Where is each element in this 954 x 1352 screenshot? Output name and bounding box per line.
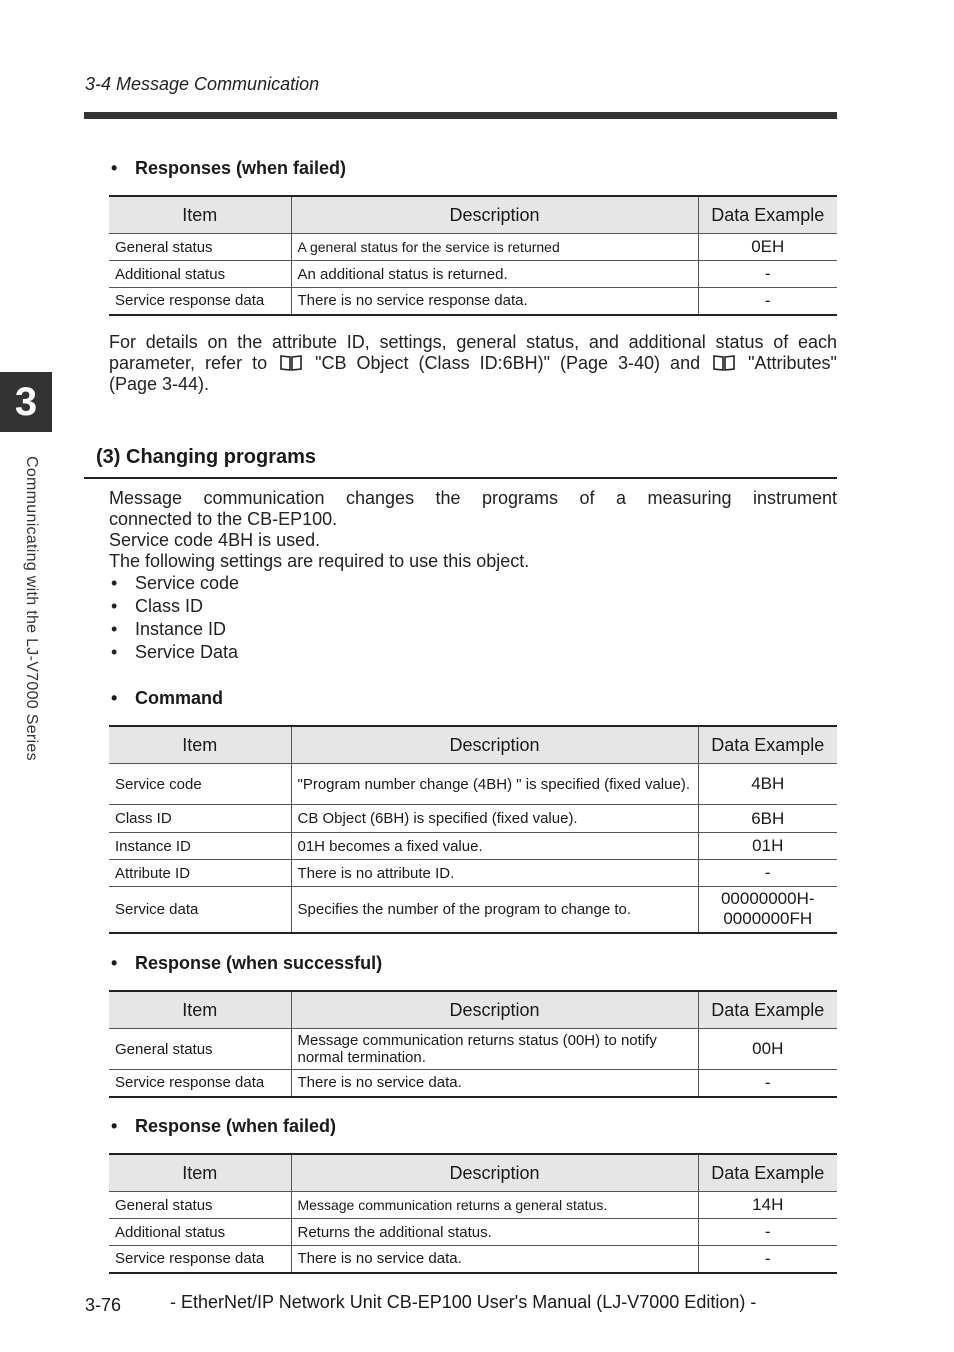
- column-header: Data Example: [698, 1154, 837, 1192]
- column-header: Item: [109, 991, 291, 1029]
- table-row: [109, 234, 837, 261]
- bullet-icon: •: [111, 596, 118, 616]
- response-success-heading: • Response (when successful): [111, 953, 383, 973]
- item-cell: General status: [109, 1029, 291, 1070]
- settings-list: [111, 572, 239, 664]
- description-cell: There is no attribute ID.: [291, 860, 698, 887]
- data-example-cell: -: [698, 1246, 837, 1273]
- reference-link-attributes[interactable]: "Attributes": [748, 353, 837, 373]
- column-header: Description: [291, 1154, 698, 1192]
- table-row: [109, 1029, 837, 1070]
- column-header: Item: [109, 1154, 291, 1192]
- table-row: [109, 805, 837, 833]
- item-cell: General status: [109, 234, 291, 261]
- data-example-cell: -: [698, 288, 837, 315]
- table-row: [109, 261, 837, 288]
- intro-line: The following settings are required to use this object.: [109, 551, 530, 571]
- description-cell: There is no service response data.: [291, 288, 698, 315]
- bullet-icon: •: [111, 573, 118, 593]
- column-header: Data Example: [698, 196, 837, 234]
- description-cell: Message communication returns status (00H) to notify normal termination.: [291, 1029, 698, 1070]
- note-line: (Page 3-44).: [109, 374, 210, 394]
- intro-line: connected to the CB-EP100.: [109, 509, 338, 529]
- item-cell: Service response data: [109, 288, 291, 315]
- description-cell: Message communication returns a general status.: [291, 1192, 698, 1219]
- table-row: [109, 860, 837, 887]
- bullet-icon: •: [111, 953, 118, 973]
- table-row: [109, 288, 837, 315]
- column-header: Item: [109, 196, 291, 234]
- column-header: Data Example: [698, 726, 837, 764]
- note-line: For details on the attribute ID, settings, general status, and additional status of each: [109, 332, 837, 352]
- chapter-tab: 3: [0, 372, 52, 432]
- description-cell: "Program number change (4BH) " is specified (fixed value).: [291, 764, 698, 805]
- table-row: [109, 1219, 837, 1246]
- item-cell: Class ID: [109, 805, 291, 833]
- responses-failed-table: [109, 195, 837, 316]
- manual-title: - EtherNet/IP Network Unit CB-EP100 User's Manual (LJ-V7000 Edition) -: [170, 1292, 757, 1312]
- column-header: Description: [291, 991, 698, 1029]
- intro-line: Service code 4BH is used.: [109, 530, 321, 550]
- manual-reference-icon: [280, 355, 302, 371]
- item-cell: Attribute ID: [109, 860, 291, 887]
- section-rule: [84, 477, 837, 479]
- data-example-cell: 4BH: [698, 764, 837, 805]
- data-example-cell: 6BH: [698, 805, 837, 833]
- bullet-icon: •: [111, 158, 118, 178]
- column-header: Description: [291, 726, 698, 764]
- manual-reference-icon: [713, 355, 735, 371]
- table-row: [109, 1246, 837, 1273]
- table-row: [109, 833, 837, 860]
- note-line: parameter, refer to "CB Object (Class ID:6BH)" (Page 3-40) and "Attributes": [109, 353, 837, 373]
- description-cell: There is no service data.: [291, 1246, 698, 1273]
- data-example-cell: 01H: [698, 833, 837, 860]
- response-failed-table: [109, 1153, 837, 1274]
- description-cell: Specifies the number of the program to change to.: [291, 887, 698, 933]
- item-cell: Service data: [109, 887, 291, 933]
- description-cell: Returns the additional status.: [291, 1219, 698, 1246]
- list-item: • Class ID: [111, 596, 204, 616]
- bullet-icon: •: [111, 1116, 118, 1136]
- item-cell: Service response data: [109, 1246, 291, 1273]
- bullet-icon: •: [111, 619, 118, 639]
- data-example-cell: 0EH: [698, 234, 837, 261]
- data-example-cell: 14H: [698, 1192, 837, 1219]
- item-cell: Additional status: [109, 1219, 291, 1246]
- item-cell: Instance ID: [109, 833, 291, 860]
- section-intro: [109, 488, 837, 572]
- data-example-cell: -: [698, 1070, 837, 1097]
- data-example-cell: -: [698, 261, 837, 288]
- description-cell: An additional status is returned.: [291, 261, 698, 288]
- table-row: [109, 887, 837, 933]
- column-header: Data Example: [698, 991, 837, 1029]
- description-cell: A general status for the service is returned: [291, 234, 698, 261]
- list-item: • Service code: [111, 573, 240, 593]
- list-item: • Service Data: [111, 642, 239, 662]
- data-example-cell: 00H: [698, 1029, 837, 1070]
- response-failed-heading: • Response (when failed): [111, 1116, 337, 1136]
- table-header-row: [109, 1154, 837, 1192]
- section-title: (3) Changing programs: [96, 446, 317, 468]
- table-header-row: [109, 991, 837, 1029]
- item-cell: Service code: [109, 764, 291, 805]
- description-cell: CB Object (6BH) is specified (fixed value).: [291, 805, 698, 833]
- data-example-cell: 00000000H-0000000FH: [698, 887, 837, 933]
- list-item: • Instance ID: [111, 619, 227, 639]
- response-success-table: [109, 990, 837, 1098]
- description-cell: 01H becomes a fixed value.: [291, 833, 698, 860]
- description-cell: There is no service data.: [291, 1070, 698, 1097]
- running-header: 3-4 Message Communication: [85, 74, 320, 94]
- table-header-row: [109, 196, 837, 234]
- command-table: [109, 725, 837, 934]
- table-header-row: [109, 726, 837, 764]
- item-cell: Additional status: [109, 261, 291, 288]
- responses-failed-heading: • Responses (when failed): [111, 158, 347, 178]
- page-number: 3-76: [85, 1295, 122, 1315]
- table-row: [109, 1070, 837, 1097]
- data-example-cell: -: [698, 860, 837, 887]
- item-cell: General status: [109, 1192, 291, 1219]
- column-header: Item: [109, 726, 291, 764]
- column-header: Description: [291, 196, 698, 234]
- item-cell: Service response data: [109, 1070, 291, 1097]
- command-heading: • Command: [111, 688, 224, 708]
- header-rule: [84, 112, 837, 119]
- data-example-cell: -: [698, 1219, 837, 1246]
- table-row: [109, 764, 837, 805]
- intro-line: Message communication changes the programs of a measuring instrument: [109, 488, 837, 508]
- bullet-icon: •: [111, 688, 118, 708]
- bullet-icon: •: [111, 642, 118, 662]
- table-row: [109, 1192, 837, 1219]
- chapter-side-title: Communicating with the LJ-V7000 Series: [23, 456, 40, 761]
- reference-link-cb-object[interactable]: "CB Object (Class ID:6BH)" (Page 3-40) and: [315, 353, 701, 373]
- details-note: [109, 332, 837, 395]
